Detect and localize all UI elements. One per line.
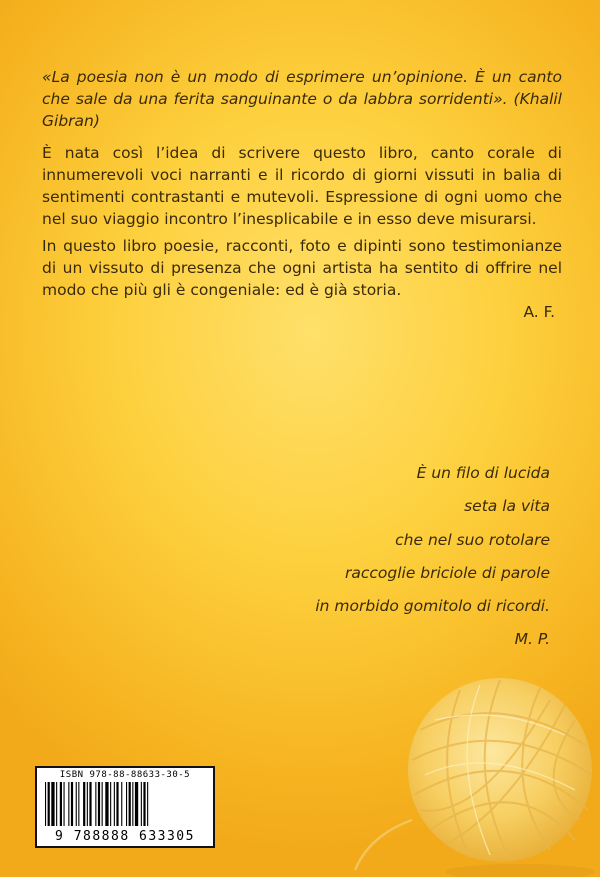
yarn-ball-image — [350, 660, 600, 877]
isbn-label: ISBN 978-88-88633-30-5 — [59, 770, 191, 780]
poem-signature: M. P. — [514, 630, 550, 649]
isbn-barcode — [35, 766, 215, 848]
poem-line: in morbido gomitolo di ricordi. — [315, 597, 550, 616]
barcode-bars — [43, 782, 207, 826]
barcode-number: 9 788888 633305 — [55, 829, 195, 844]
opening-quote: «La poesia non è un modo di esprimere un’opinione. È un canto che sale da una ferita sanguinante o da labbra sorridenti». (Khalil Gibran) — [42, 68, 562, 130]
author-signature: A. F. — [523, 303, 555, 321]
poem-line: raccoglie briciole di parole — [344, 563, 550, 582]
poem — [315, 462, 550, 662]
paragraph-2: In questo libro poesie, racconti, foto e dipinti sono testimonianze di un vissuto di presenza che ogni artista ha sentito di offrire nel modo che più gli è congeniale: ed è già storia. — [42, 237, 562, 299]
poem-line: È un filo di lucida — [416, 464, 550, 482]
paragraph-1: È nata così l’idea di scrivere questo libro, canto corale di innumerevoli voci narranti e il ricordo di giorni vissuti in balia di sentimenti contrastanti e mutevoli. Espressione di ogni uomo che nel suo viaggio incontro l’inesplicabile e in esso deve misurarsi. — [42, 144, 562, 228]
poem-line: seta la vita — [464, 497, 550, 516]
poem-line: che nel suo rotolare — [395, 530, 550, 549]
